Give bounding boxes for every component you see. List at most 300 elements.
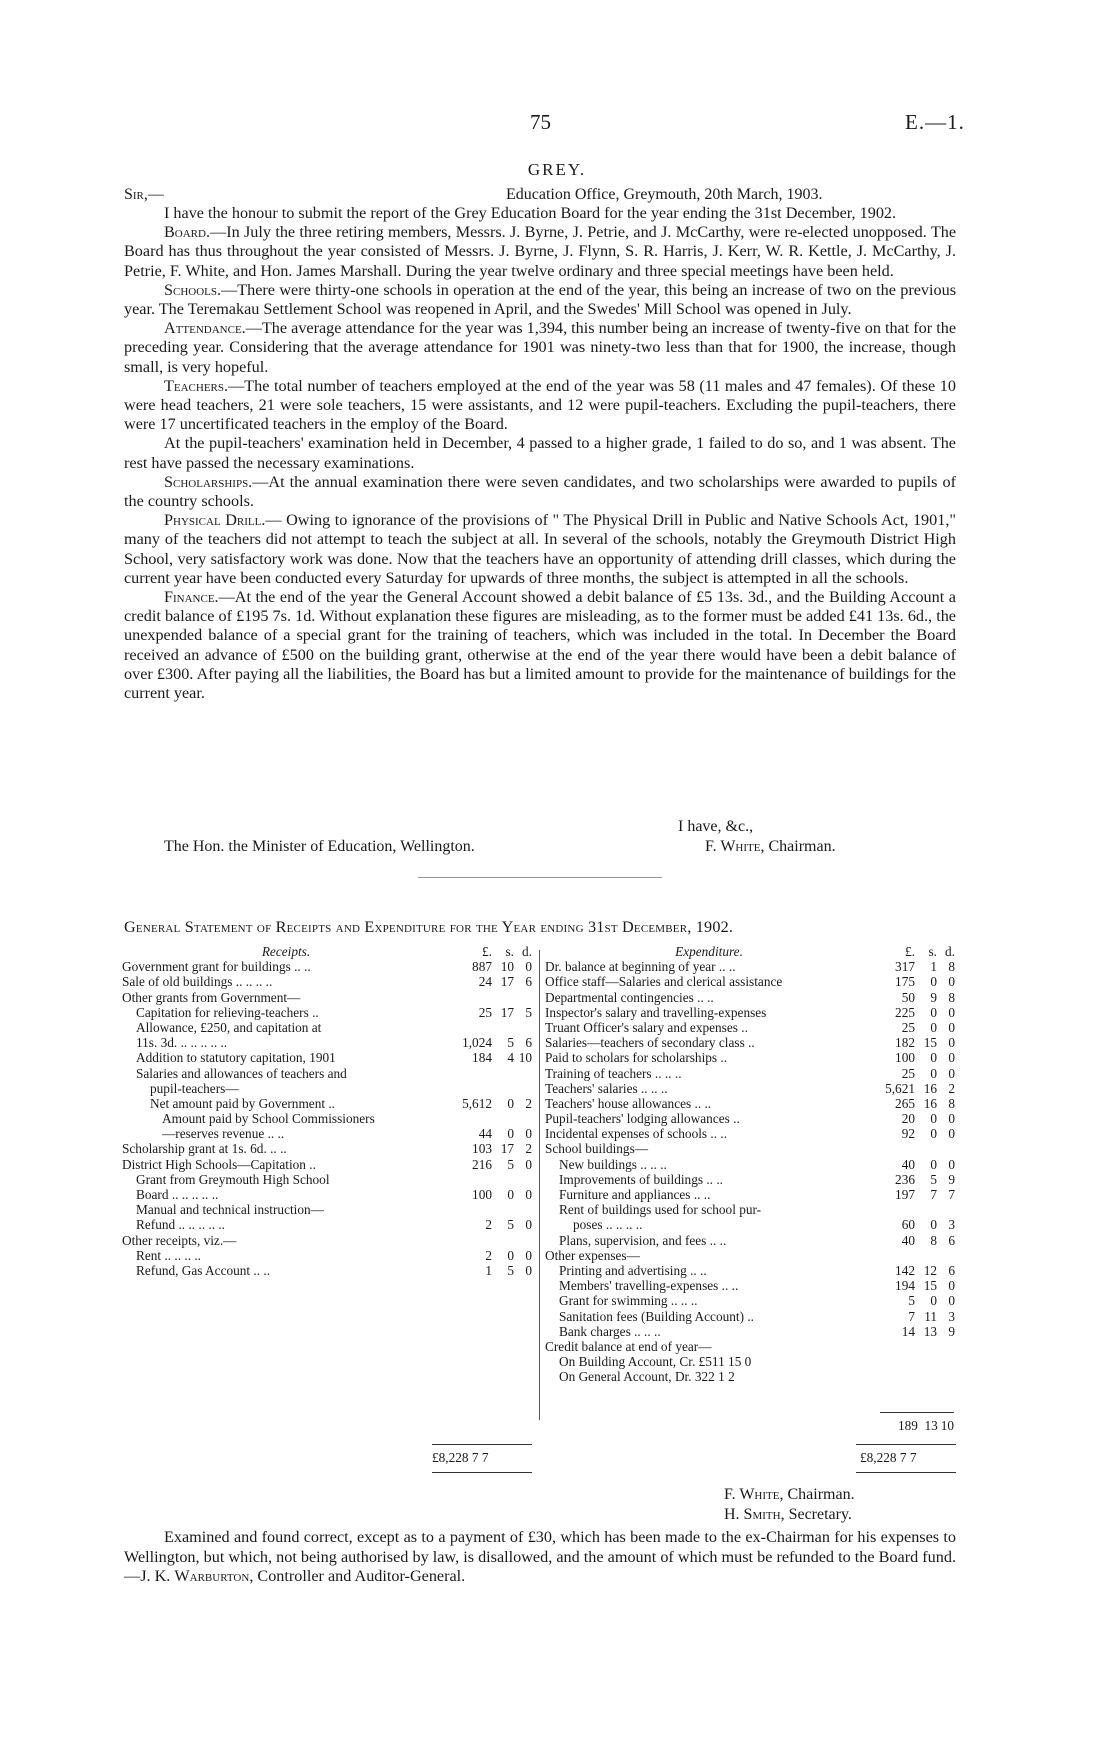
expenditure-total: £8,228 7 7 [860, 1450, 917, 1465]
ledger-row [545, 1324, 955, 1339]
report-paragraph [124, 281, 956, 319]
receipts-heading: Receipts. [261, 944, 311, 959]
ledger-label: Capitation for relieving-teachers .. [136, 1004, 319, 1020]
signer [705, 838, 836, 856]
ledger-pounds: 44 [478, 1126, 492, 1142]
ledger-pence: 6 [525, 1035, 532, 1051]
ledger-pounds: 175 [895, 974, 915, 990]
ledger-pounds: 197 [895, 1187, 915, 1202]
ledger-shillings: 0 [930, 1019, 937, 1035]
ledger-shillings: 12 [923, 1262, 937, 1278]
ledger-row [545, 1293, 955, 1308]
ledger-pounds [873, 1141, 915, 1156]
ledger-label: Allowance, £250, and capitation at [136, 1019, 322, 1035]
ledger-row [122, 1172, 532, 1187]
ledger-label: Pupil-teachers' lodging allowances .. [545, 1111, 740, 1127]
ledger-pounds [450, 1233, 492, 1248]
paragraph-text: —The total number of teachers employed at the end of the year was 58 (11 males and 47 females). Of these 10 were head teachers, 21 were sole teachers, 15 were assistants, and 12 were pupil-teachers. Excluding the pupil-teachers, there were 17 uncertificated teachers in the employ of the Board. [124, 376, 956, 434]
paragraph-text: — Owing to ignorance of the provisions of " The Physical Drill in Public and Native Schools Act, 1901," many of the teachers did not attempt to teach the subject at all. In several of the schools, notably the Greymouth District High School, very satisfactory work was done. Now that the teachers have an opportunity of attending drill classes, which during the current year have been conducted every Saturday for upwards of three months, the subject is attempted in all the schools. [124, 511, 956, 587]
signer-name: F. White [705, 838, 761, 855]
section-divider [418, 877, 662, 878]
signer-role: , Chairman. [760, 838, 836, 855]
ledger-row [122, 1263, 532, 1278]
pounds-header: £. [482, 944, 492, 959]
ledger-pence: 6 [948, 1262, 955, 1278]
ledger-row [122, 1126, 532, 1141]
ledger-pounds: 265 [895, 1095, 915, 1111]
ledger-row [545, 1005, 955, 1020]
ledger-pence: 0 [948, 1111, 955, 1127]
ledger-label: On General Account, Dr. 322 1 2 [559, 1369, 735, 1385]
report-paragraph [124, 319, 956, 377]
ledger-shillings: 16 [923, 1080, 937, 1096]
ledger-row [122, 1081, 532, 1096]
ledger-pence: 8 [948, 959, 955, 975]
ledger-row [122, 1111, 532, 1126]
ledger-shillings: 4 [507, 1050, 514, 1066]
ledger-pounds: 194 [895, 1278, 915, 1294]
pence-header: d. [945, 944, 955, 959]
ledger-pounds: 5 [908, 1293, 915, 1309]
ledger-pounds [450, 1111, 492, 1126]
ledger-pence [514, 1111, 532, 1126]
ledger-shillings [915, 1354, 937, 1369]
expenditure-header-row [545, 944, 955, 959]
ledger-pounds [873, 1354, 915, 1369]
ledger-shillings: 5 [507, 1035, 514, 1051]
ledger-shillings: 5 [507, 1156, 514, 1172]
ledger-pence: 0 [948, 1050, 955, 1066]
ledger-row [545, 990, 955, 1005]
ledger-label: New buildings .. .. .. [559, 1156, 667, 1172]
ledger-label: —reserves revenue .. .. [162, 1126, 285, 1142]
ledger-pounds: 7 [908, 1308, 915, 1324]
ledger-pounds [450, 990, 492, 1005]
report-paragraph [124, 223, 956, 281]
ledger-row [122, 1141, 532, 1156]
ledger-row [545, 959, 955, 974]
secretary-name: H. Smith [724, 1506, 781, 1523]
receipts-total-rule [432, 1444, 532, 1445]
closing: I have, &c., [678, 818, 754, 835]
ledger-shillings [492, 1172, 514, 1187]
ledger-pence: 0 [948, 1004, 955, 1020]
ledger-pounds [873, 1202, 915, 1217]
ledger-pounds: 2 [485, 1247, 492, 1263]
ledger-shillings: 17 [500, 974, 514, 990]
ledger-row [122, 1187, 532, 1202]
examination-note [124, 1528, 956, 1587]
ledger-row [545, 1050, 955, 1065]
ledger-shillings: 0 [930, 1217, 937, 1233]
ledger-label: Credit balance at end of year— [545, 1338, 712, 1354]
examiner-name: Warburton [174, 1567, 250, 1586]
ledger-pounds [450, 1172, 492, 1187]
ledger-label: Paid to scholars for scholarships .. [545, 1050, 728, 1066]
ledger-label: Departmental contingencies .. .. [545, 989, 714, 1005]
ledger-pence: 9 [948, 1171, 955, 1187]
chairman-name: F. White [724, 1486, 780, 1503]
ledger-row [545, 1233, 955, 1248]
credit-net-row [880, 1418, 954, 1434]
ledger-pence [514, 1233, 532, 1248]
subtotal-rule [880, 1412, 954, 1413]
ledger-shillings: 10 [500, 959, 514, 975]
paragraph-text: I have the honour to submit the report of the Grey Education Board for the year ending the 31st December, 1902. [164, 204, 897, 222]
dateline: Education Office, Greymouth, 20th March, 1903. [506, 186, 823, 203]
report-paragraph [124, 204, 956, 223]
ledger-row [122, 1096, 532, 1111]
ledger-shillings: 0 [930, 1004, 937, 1020]
ledger-row [122, 959, 532, 974]
credit-net-pence: 10 [940, 1418, 954, 1433]
ledger-pence [937, 1369, 955, 1384]
paragraph-text: —In July the three retiring members, Messrs. J. Byrne, J. Petrie, and J. McCarthy, were re-elected unopposed. The Board has thus throughout the year consisted of Messrs. J. Byrne, J. Flynn, S. R. Harris, J. Kerr, W. R. Kettle, J. McCarthy, J. Petrie, F. White, and Hon. James Marshall. During the year twelve ordinary and three special meetings have been held. [124, 223, 956, 280]
report-paragraph [124, 434, 956, 472]
ledger-pence: 0 [948, 1065, 955, 1081]
ledger-shillings: 0 [930, 1156, 937, 1172]
ledger-pence [937, 1248, 955, 1263]
ledger-row [545, 1339, 955, 1354]
ledger-row [545, 1111, 955, 1126]
paragraph-text: —There were thirty-one schools in operation at the end of the year, this being an increase of two on the previous year. The Teremakau Settlement School was reopened in April, and the Swedes' Mill School was opened in July. [124, 280, 956, 319]
ledger-pence: 6 [948, 1232, 955, 1248]
ledger-label: Teachers' salaries .. .. .. [545, 1080, 668, 1096]
ledger-pounds: 40 [901, 1232, 915, 1248]
ledger-shillings [915, 1248, 937, 1263]
ledger-label: Net amount paid by Government .. [150, 1095, 336, 1111]
ledger-label: pupil-teachers— [150, 1080, 239, 1096]
ledger-label: Grant from Greymouth High School [136, 1171, 330, 1187]
statement-title: General Statement of Receipts and Expenditure for the Year ending 31st December, 1902. [124, 918, 734, 936]
ledger-pence: 8 [948, 1095, 955, 1111]
ledger-shillings: 7 [930, 1187, 937, 1202]
ledger-row [545, 1278, 955, 1293]
paragraph-lead: Schools. [164, 280, 222, 299]
report-paragraph [124, 377, 956, 435]
ledger-row [545, 1248, 955, 1263]
ledger-shillings [492, 1202, 514, 1217]
ledger-pence [514, 1081, 532, 1096]
ledger-pence: 0 [525, 1156, 532, 1172]
receipts-column [122, 944, 532, 1278]
ledger-row [545, 1157, 955, 1172]
ledger-pence: 0 [525, 1217, 532, 1233]
ledger-row [122, 974, 532, 989]
ledger-label: Refund, Gas Account .. .. [136, 1262, 271, 1278]
ledger-shillings [492, 1081, 514, 1096]
ledger-pence: 8 [948, 989, 955, 1005]
ledger-label: Other receipts, viz.— [122, 1232, 237, 1248]
ledger-row [545, 974, 955, 989]
ledger-label: Scholarship grant at 1s. 6d. .. .. [122, 1141, 287, 1157]
ledger-pounds [873, 1369, 915, 1384]
paragraph-text: —At the annual examination there were seven candidates, and two scholarships were awarded to pupils of the country schools. [124, 472, 956, 511]
ledger-label: Furniture and appliances .. .. [559, 1187, 711, 1202]
ledger-label: Addition to statutory capitation, 1901 [136, 1050, 336, 1066]
ledger-pence: 0 [948, 1278, 955, 1294]
ledger-pounds: 887 [472, 959, 492, 975]
ledger-label: Other grants from Government— [122, 989, 301, 1005]
ledger-label: Government grant for buildings .. .. [122, 959, 311, 975]
ledger-row [122, 1157, 532, 1172]
ledger-pence [514, 990, 532, 1005]
ledger-shillings [492, 1111, 514, 1126]
examiner-title: , Controller and Auditor-General. [249, 1567, 466, 1586]
credit-net-shillings: 13 [924, 1418, 938, 1433]
ledger-label: Bank charges .. .. .. [559, 1323, 661, 1339]
ledger-row [545, 1263, 955, 1278]
ledger-shillings: 15 [923, 1035, 937, 1051]
report-paragraph [124, 473, 956, 511]
expenditure-column [545, 944, 955, 1384]
paragraph-text: —The average attendance for the year was 1,394, this number being an increase of twenty-five on that for the preceding year. Considering that the average attendance for 1901 was ninety-two less than that for 1900, the increase, though small, is very hopeful. [124, 319, 956, 376]
ledger-pounds: 1,024 [462, 1035, 492, 1051]
ledger-pounds: 5,612 [462, 1095, 492, 1111]
ledger-pounds [450, 1066, 492, 1081]
ledger-pence: 5 [525, 1004, 532, 1020]
ledger-label: Other expenses— [545, 1247, 640, 1263]
ledger-pounds: 24 [478, 974, 492, 990]
ledger-pence: 6 [525, 974, 532, 990]
ledger-pence [514, 1066, 532, 1081]
ledger-shillings: 0 [930, 1126, 937, 1142]
shillings-header: s. [928, 944, 937, 959]
ledger-pounds [450, 1202, 492, 1217]
credit-net-pounds: 189 [897, 1418, 918, 1433]
paragraph-text: At the pupil-teachers' examination held in December, 4 passed to a higher grade, 1 failed to do so, and 1 was absent. The rest have passed the necessary examinations. [124, 434, 956, 472]
ledger-pence: 7 [948, 1187, 955, 1202]
ledger-label: Amount paid by School Commissioners [162, 1111, 375, 1127]
ledger-row [122, 1020, 532, 1035]
ledger-label: Training of teachers .. .. .. [545, 1065, 682, 1081]
ledger-shillings [492, 990, 514, 1005]
ledger-shillings [492, 1020, 514, 1035]
addressee: The Hon. the Minister of Education, Wellington. [164, 838, 475, 855]
ledger-pence [937, 1339, 955, 1354]
ledger-pence: 9 [948, 1323, 955, 1339]
ledger-pence: 0 [948, 1293, 955, 1309]
receipts-total-rule-bottom [432, 1472, 532, 1473]
ledger-shillings: 17 [500, 1141, 514, 1157]
ledger-pence [937, 1141, 955, 1156]
ledger-label: Incidental expenses of schools .. .. [545, 1126, 728, 1142]
ledger-pounds [873, 1339, 915, 1354]
ledger-pounds [873, 1248, 915, 1263]
ledger-pounds: 100 [472, 1187, 492, 1202]
ledger-row [545, 1309, 955, 1324]
ledger-pounds: 142 [895, 1262, 915, 1278]
ledger-label: Board .. .. .. .. .. [136, 1187, 219, 1202]
ledger-row [545, 1172, 955, 1187]
ledger-pence [514, 1202, 532, 1217]
ledger-label: Dr. balance at beginning of year .. .. [545, 959, 736, 975]
ledger-pence: 3 [948, 1308, 955, 1324]
paragraph-lead: Physical Drill. [164, 511, 266, 530]
ledger-pounds: 14 [901, 1323, 915, 1339]
ledger-pounds: 236 [895, 1171, 915, 1187]
ledger-shillings: 0 [507, 1187, 514, 1202]
ledger-pence: 0 [948, 1126, 955, 1142]
expenditure-rows [545, 959, 955, 1384]
ledger-shillings: 15 [923, 1278, 937, 1294]
paragraph-lead: Scholarships. [164, 472, 253, 491]
ledger-pounds: 317 [895, 959, 915, 975]
paragraph-lead: Finance. [164, 588, 219, 607]
ledger-row [122, 990, 532, 1005]
ledger-pence: 0 [948, 974, 955, 990]
ledger-label: Sale of old buildings .. .. .. .. [122, 974, 273, 990]
ledger-row [545, 1035, 955, 1050]
ledger-pounds [450, 1081, 492, 1096]
ledger-pounds: 103 [472, 1141, 492, 1157]
ledger-label: Refund .. .. .. .. .. [136, 1217, 226, 1233]
chairman-role: , Chairman. [779, 1486, 855, 1503]
ledger-shillings: 16 [923, 1095, 937, 1111]
ledger-shillings: 0 [930, 1065, 937, 1081]
ledger-label: 11s. 3d. .. .. .. .. .. [136, 1035, 228, 1051]
ledger-shillings: 9 [930, 989, 937, 1005]
ledger-row [545, 1217, 955, 1232]
ledger-pence: 0 [948, 1156, 955, 1172]
ledger-row [545, 1369, 955, 1384]
ledger-pence: 2 [948, 1080, 955, 1096]
ledger-shillings: 17 [500, 1004, 514, 1020]
shillings-header: s. [505, 944, 514, 959]
secretary-role: , Secretary. [780, 1506, 852, 1523]
ledger-row [122, 1066, 532, 1081]
ledger-pounds: 182 [895, 1035, 915, 1051]
ledger-pounds: 60 [901, 1217, 915, 1233]
ledger-pounds: 50 [901, 989, 915, 1005]
ledger-pence: 2 [525, 1141, 532, 1157]
ledger-shillings [492, 1233, 514, 1248]
ledger-pounds: 184 [472, 1050, 492, 1066]
ledger-pounds: 5,621 [885, 1080, 915, 1096]
ledger-label: Inspector's salary and travelling-expenses [545, 1004, 767, 1020]
ledger-row [545, 1066, 955, 1081]
report-paragraph [124, 588, 956, 703]
ledger-label: Office staff—Salaries and clerical assistance [545, 974, 783, 990]
ledger-shillings: 0 [930, 1111, 937, 1127]
page-number: 75 [530, 110, 551, 134]
ledger-label: Improvements of buildings .. .. [559, 1171, 723, 1187]
signature-secretary [724, 1506, 852, 1524]
examination-text: Examined and found correct, except as to a payment of £30, which has been made to the ex-Chairman for his expenses to Wellington, but which, not being authorised by law, is disallowed, and the amount of which must be refunded to the Board fund.—J. K. [124, 1528, 956, 1586]
ledger-row [545, 1126, 955, 1141]
ledger-shillings: 5 [930, 1171, 937, 1187]
ledger-pounds [450, 1020, 492, 1035]
ledger-pounds: 25 [478, 1004, 492, 1020]
ledger-label: District High Schools—Capitation .. [122, 1156, 316, 1172]
ledger-row [122, 1035, 532, 1050]
ledger-pounds: 100 [895, 1050, 915, 1066]
ledger-label: Teachers' house allowances .. .. [545, 1095, 712, 1111]
ledger-pence: 3 [948, 1217, 955, 1233]
ledger-row [122, 1050, 532, 1065]
ledger-shillings: 0 [930, 1293, 937, 1309]
ledger-row [545, 1202, 955, 1217]
ledger-pence: 0 [525, 1247, 532, 1263]
ledger-pounds: 216 [472, 1156, 492, 1172]
ledger-shillings: 1 [930, 959, 937, 975]
ledger-pounds: 25 [901, 1065, 915, 1081]
ledger-row [545, 1187, 955, 1202]
ledger-shillings: 0 [507, 1126, 514, 1142]
ledger-row [122, 1005, 532, 1020]
ledger-label: Plans, supervision, and fees .. .. [559, 1232, 727, 1248]
ledger-label: On Building Account, Cr. £511 15 0 [559, 1354, 752, 1370]
expenditure-total-rule [856, 1444, 956, 1445]
ledger-row [545, 1081, 955, 1096]
ledger-pence [514, 1020, 532, 1035]
ledger-label: poses .. .. .. .. [573, 1217, 643, 1233]
ledger-pounds: 20 [901, 1111, 915, 1127]
ledger-shillings [915, 1202, 937, 1217]
ledger-pence [514, 1172, 532, 1187]
ledger-shillings [915, 1369, 937, 1384]
ledger-label: Grant for swimming .. .. .. [559, 1293, 698, 1309]
paragraph-text: —At the end of the year the General Account showed a debit balance of £5 13s. 3d., and the Building Account a credit balance of £195 7s. 1d. Without explanation these figures are misleading, as to the former must be added £41 13s. 6d., the unexpended balance of a special grant for the training of teachers, which was included in the total. In December the Board received an advance of £500 on the building grant, otherwise at the end of the year there would have been a debit balance of over £300. After paying all the liabilities, the Board has but a limited amount to provide for the maintenance of buildings for the current year. [124, 588, 956, 703]
receipts-total: £8,228 7 7 [432, 1450, 489, 1465]
ledger-row [545, 1141, 955, 1156]
ledger-pence: 0 [948, 1035, 955, 1051]
ledger-pounds: 92 [901, 1126, 915, 1142]
ledger-pounds: 40 [901, 1156, 915, 1172]
ledger-shillings: 0 [930, 974, 937, 990]
ledger-shillings: 0 [930, 1050, 937, 1066]
ledger-row [545, 1354, 955, 1369]
ledger-pence: 0 [525, 1126, 532, 1142]
ledger-pounds: 25 [901, 1019, 915, 1035]
ledger-pence: 0 [525, 959, 532, 975]
salutation: Sir,— [124, 186, 164, 203]
ledger-label: Members' travelling-expenses .. .. [559, 1278, 739, 1294]
paragraph-lead: Teachers. [164, 376, 229, 395]
report-title: GREY. [527, 160, 587, 179]
ledger-row [122, 1233, 532, 1248]
series-code: E.—1. [905, 110, 965, 134]
ledger-shillings: 8 [930, 1232, 937, 1248]
ledger-pence [937, 1202, 955, 1217]
ledger-shillings: 0 [507, 1247, 514, 1263]
ledger-label: Salaries and allowances of teachers and [136, 1065, 347, 1081]
ledger-label: Sanitation fees (Building Account) .. [559, 1308, 754, 1324]
ledger-pence: 0 [525, 1262, 532, 1278]
ledger-row [122, 1248, 532, 1263]
ledger-row [545, 1020, 955, 1035]
report-paragraph [124, 511, 956, 588]
expenditure-total-rule-bottom [856, 1472, 956, 1473]
ledger-shillings: 11 [924, 1308, 937, 1324]
ledger-label: School buildings— [545, 1141, 649, 1157]
pence-header: d. [522, 944, 532, 959]
ledger-shillings [915, 1339, 937, 1354]
ledger-label: Manual and technical instruction— [136, 1202, 324, 1218]
ledger-shillings [915, 1141, 937, 1156]
ledger-row [545, 1096, 955, 1111]
column-divider [539, 950, 540, 1420]
ledger-pence: 0 [948, 1019, 955, 1035]
ledger-pence [937, 1354, 955, 1369]
signature-chairman [724, 1486, 855, 1504]
ledger-pounds: 2 [485, 1217, 492, 1233]
ledger-shillings: 5 [507, 1217, 514, 1233]
expenditure-heading: Expenditure. [675, 944, 743, 959]
receipts-header-row [122, 944, 532, 959]
ledger-label: Salaries—teachers of secondary class .. [545, 1035, 755, 1051]
ledger-shillings: 5 [507, 1262, 514, 1278]
